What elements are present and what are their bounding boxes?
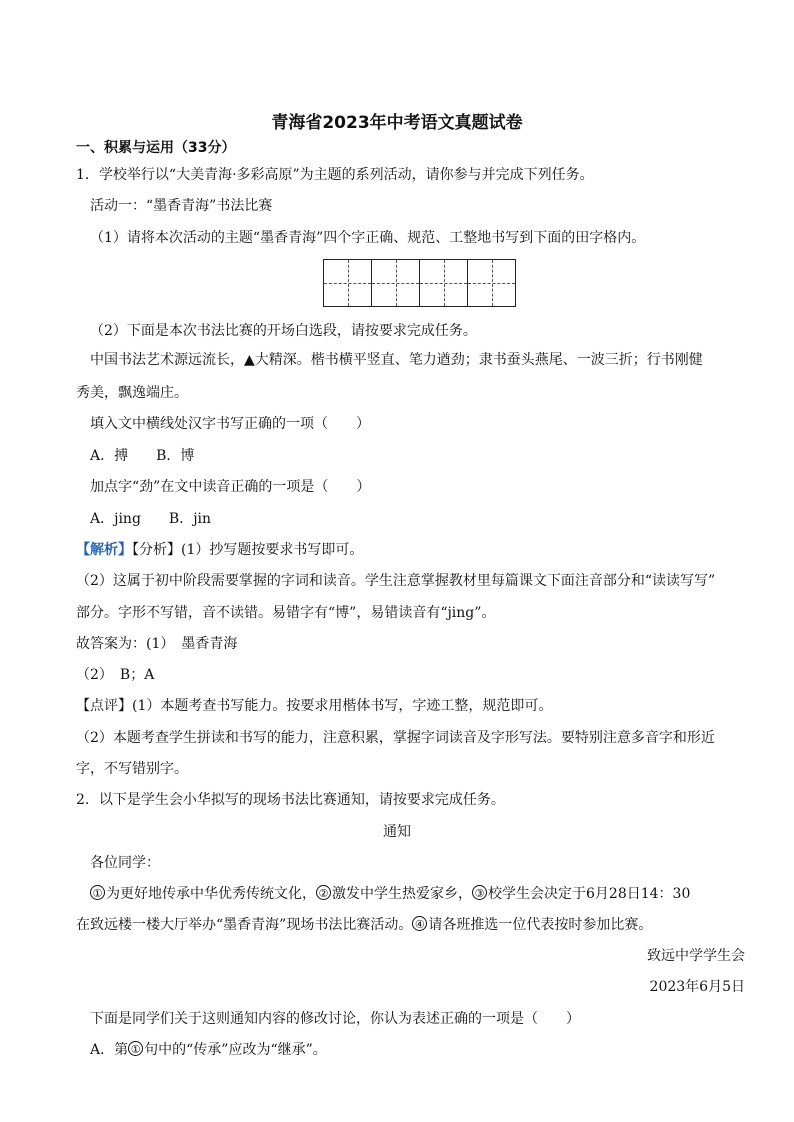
notice-signature: 致远中学学生会: [647, 948, 745, 964]
option-a-text: 句中的“传承”应改为“继承”。: [144, 1042, 327, 1058]
notice-date: 2023年6月5日: [649, 979, 745, 995]
analysis-line-1: [76, 540, 363, 560]
grid-cell: [372, 260, 420, 306]
comment-line-2b: 字，不写错别字。: [76, 761, 188, 777]
notice-sentence-3: 校学生会决定于6月28日14：30: [488, 886, 691, 902]
section-heading: 一、积累与运用（33分）: [76, 140, 236, 156]
passage-line-1: 中国书法艺术源远流长，▲大精深。楷书横平竖直、笔力遒劲；隶书蚕头燕尾、一波三折；行书刚健: [90, 352, 703, 368]
option-a-prefix: A．第: [90, 1042, 129, 1058]
blank-options: A．搏 B．博: [90, 448, 195, 464]
subquestion-2: （2）下面是本次书法比赛的开场白选段，请按要求完成任务。: [90, 323, 477, 339]
analysis-tag: 【解析】: [76, 542, 132, 558]
circled-number-2: ②: [316, 885, 331, 900]
answer-line-2: （2） B；A: [76, 667, 155, 683]
grid-cell: [324, 260, 372, 306]
circled-number-3: ③: [472, 885, 487, 900]
circled-number-4: ④: [412, 916, 427, 931]
notice-body-line-2: [76, 915, 652, 935]
notice-sentence-3-cont: 在致远楼一楼大厅举办“墨香青海”现场书法比赛活动。: [76, 917, 413, 933]
page-title: 青海省2023年中考语文真题试卷: [271, 113, 523, 133]
notice-title: 通知: [383, 824, 411, 840]
notice-greeting: 各位同学：: [90, 855, 160, 871]
blank-question: 填入文中横线处汉字书写正确的一项（ ）: [90, 416, 370, 432]
pronunciation-question: 加点字“劲”在文中读音正确的一项是（ ）: [90, 479, 371, 495]
grid-cell: [468, 260, 515, 306]
passage-line-2: 秀美，飘逸端庄。: [76, 385, 188, 401]
question-2-stem: 2．以下是学生会小华拟写的现场书法比赛通知，请按要求完成任务。: [76, 792, 505, 808]
comment-line-1: 【点评】(1）本题考查书写能力。按要求用楷体书写，字迹工整，规范即可。: [76, 698, 553, 714]
analysis-text: 【分析】(1）抄写题按要求书写即可。: [132, 542, 364, 558]
tianzi-grid: [323, 259, 516, 307]
analysis-line-2a: （2）这属于初中阶段需要掌握的字词和读音。学生注意掌握教材里每篇课文下面注音部分和“读读写写”: [76, 573, 716, 589]
notice-sentence-4: 请各班推选一位代表按时参加比赛。: [428, 917, 653, 933]
subquestion-1: （1）请将本次活动的主题“墨香青海”四个字正确、规范、工整地书写到下面的田字格内。: [90, 230, 646, 246]
grid-cell: [420, 260, 468, 306]
answer-line-1: 故答案为：(1） 墨香青海: [76, 636, 238, 652]
comment-line-2a: （2）本题考查学生拼读和书写的能力，注意积累，掌握字词读音及字形写法。要特别注意多音字和形近: [76, 730, 715, 746]
notice-sentence-1: 为更好地传承中华优秀传统文化，: [106, 886, 316, 902]
circled-number-1: ①: [128, 1041, 143, 1056]
analysis-line-2b: 部分。字形不写错，音不读错。易错字有“博”，易错读音有“jing”。: [76, 605, 496, 621]
option-a: [90, 1040, 327, 1060]
pronunciation-options: A．jing B．jin: [90, 511, 212, 527]
question-2-prompt: 下面是同学们关于这则通知内容的修改讨论，你认为表述正确的一项是（ ）: [90, 1011, 580, 1027]
activity-label: 活动一：“墨香青海”书法比赛: [90, 198, 273, 214]
circled-number-1: ①: [90, 885, 105, 900]
notice-body-line-1: [90, 884, 690, 904]
question-1-stem: 1．学校举行以“大美青海·多彩高原”为主题的系列活动，请你参与并完成下列任务。: [76, 167, 594, 183]
notice-sentence-2: 激发中学生热爱家乡，: [332, 886, 472, 902]
